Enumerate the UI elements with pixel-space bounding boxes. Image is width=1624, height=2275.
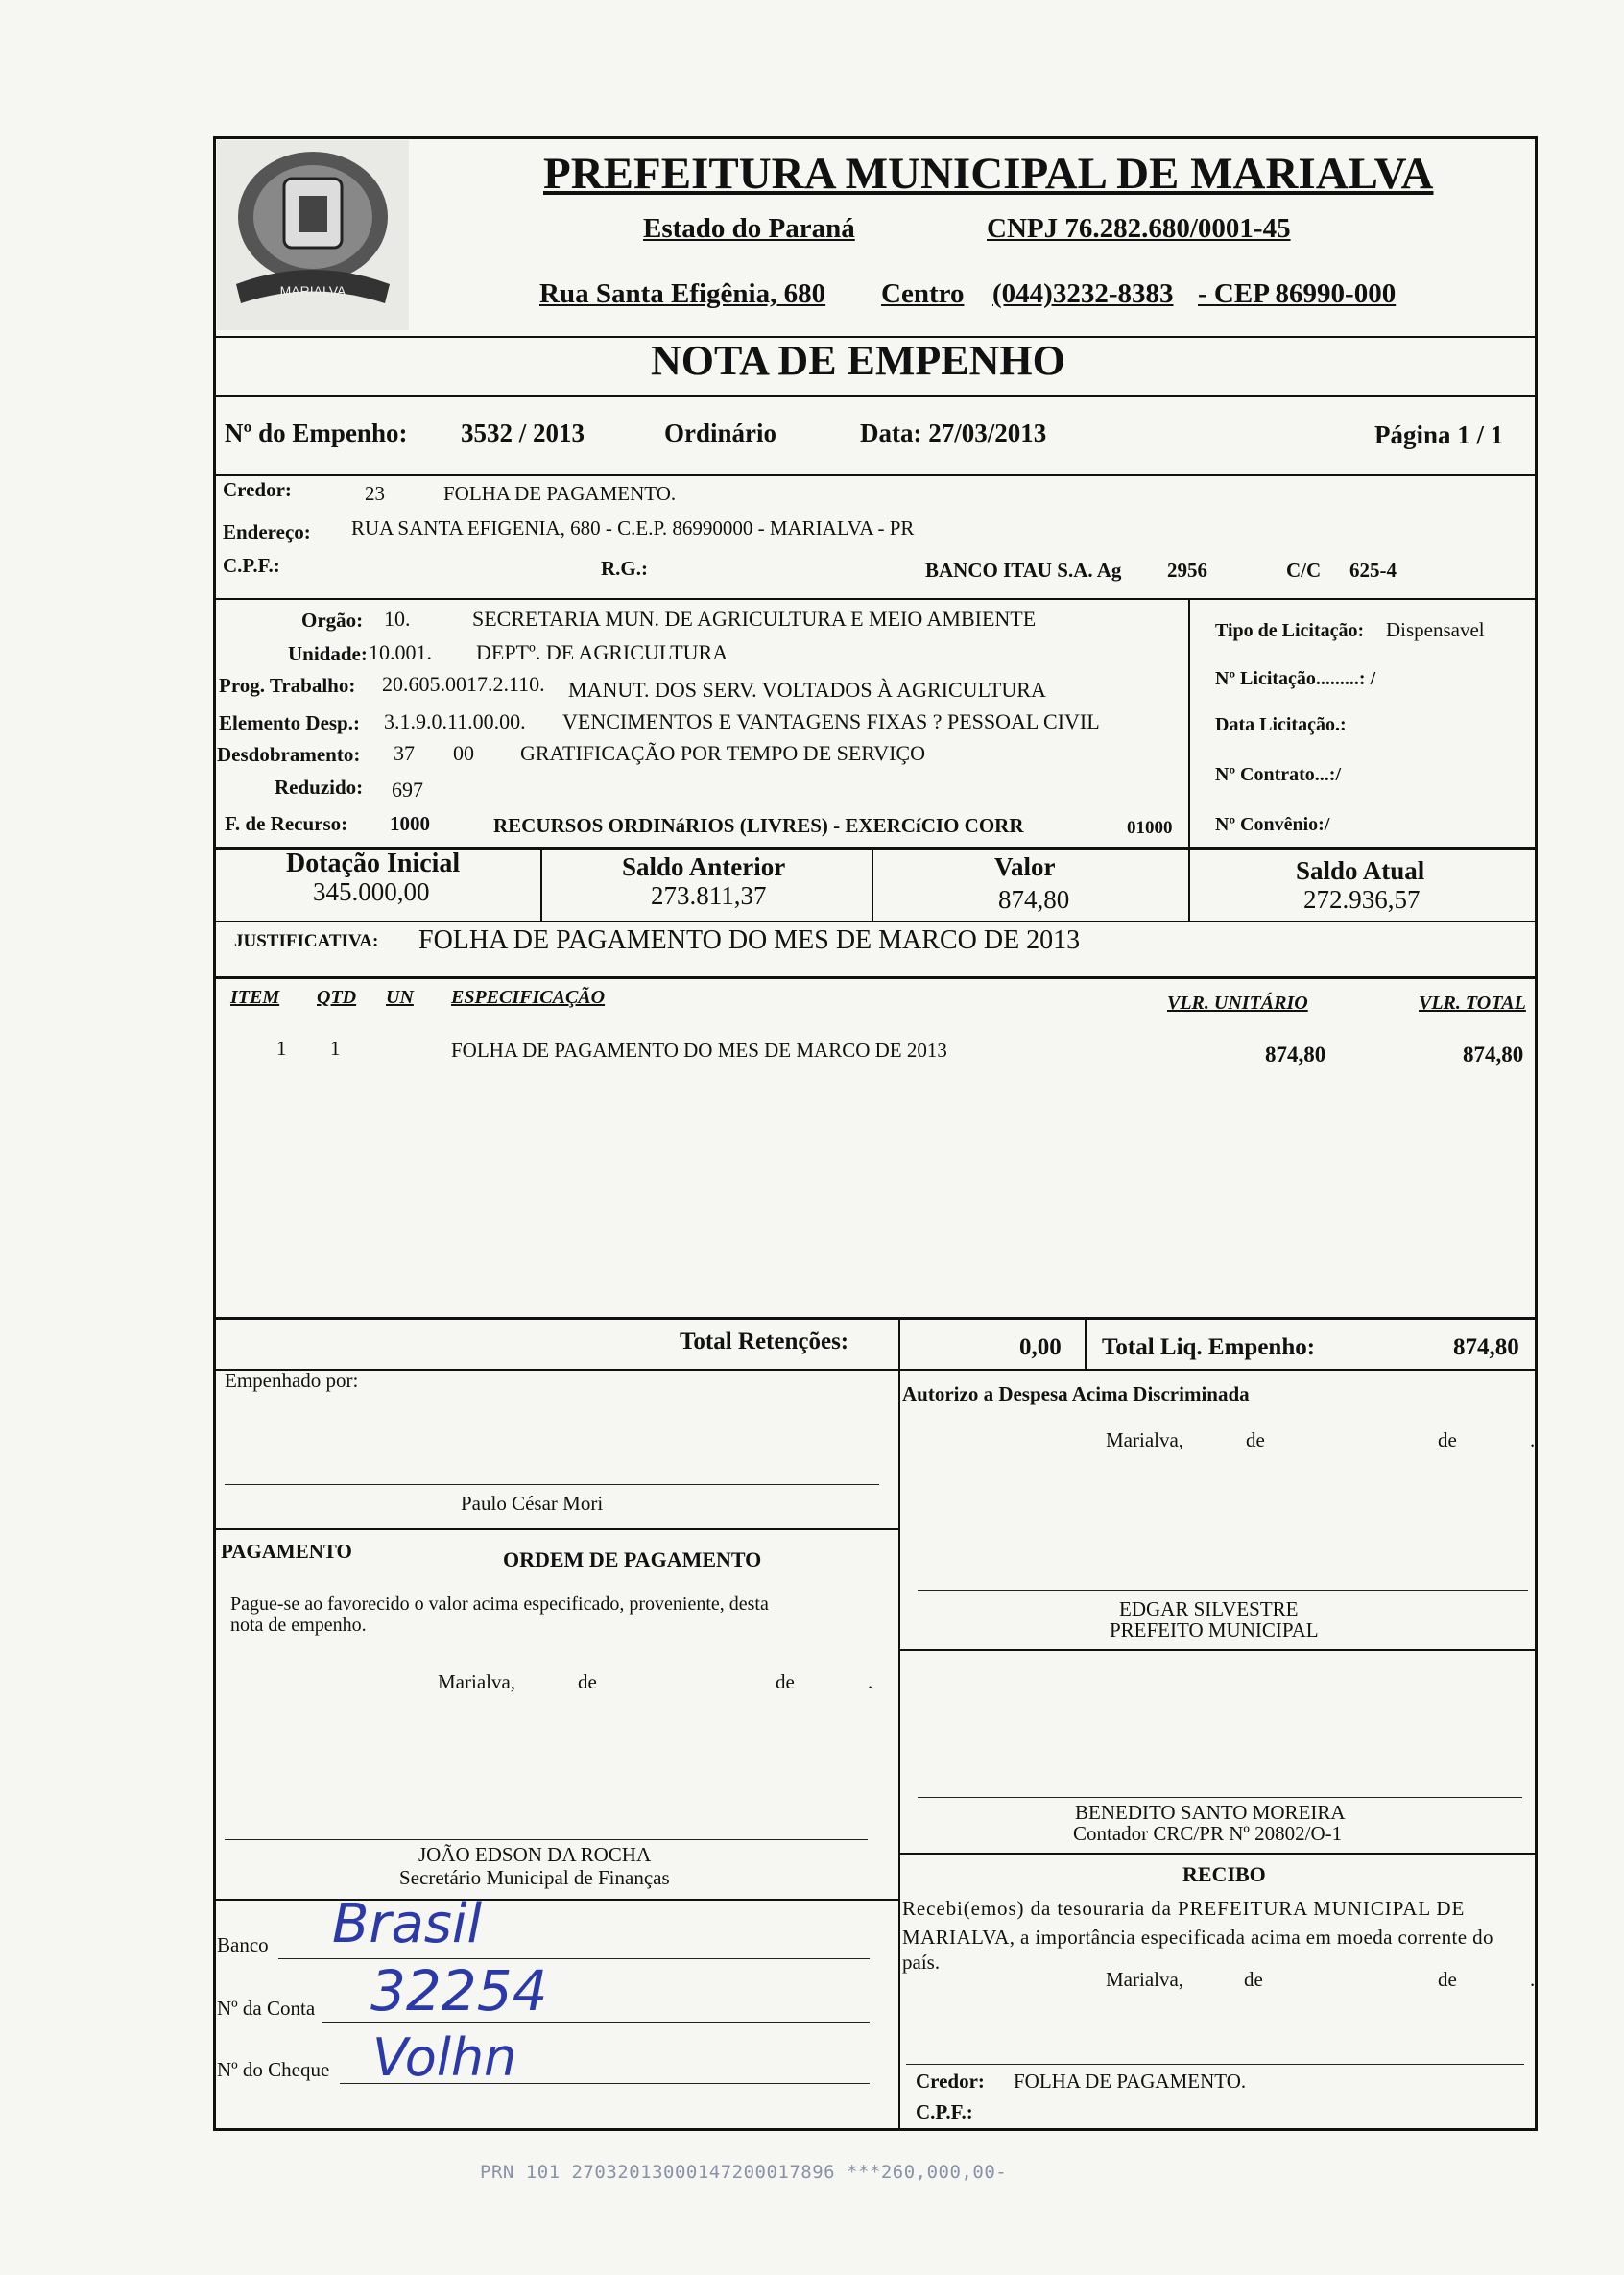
pagamento-de1: de [578, 1670, 597, 1693]
prefeito-name: EDGAR SILVESTRE [1119, 1597, 1299, 1620]
pagamento-dot: . [868, 1670, 873, 1693]
total-retencoes-value: 0,00 [1019, 1334, 1062, 1360]
cpf-label: C.P.F.: [223, 554, 280, 577]
item-row-especificacao: FOLHA DE PAGAMENTO DO MES DE MARCO DE 2013 [451, 1039, 947, 1062]
doc-title: NOTA DE EMPENHO [651, 337, 1065, 384]
recibo-credor-label: Credor: [916, 2070, 985, 2093]
pagamento-local: Marialva, [438, 1670, 516, 1693]
total-liquido-value: 874,80 [1453, 1334, 1519, 1360]
recibo-de2: de [1438, 1968, 1457, 1991]
desdobramento-sub: 00 [453, 741, 474, 765]
col-item: ITEM [230, 987, 280, 1008]
valor-label: Valor [994, 852, 1056, 881]
licitacao-data: Data Licitação.: [1215, 714, 1347, 735]
saldo-atual-label: Saldo Atual [1296, 856, 1425, 885]
bank-name: BANCO ITAU S.A. Ag [925, 559, 1122, 582]
pagamento-text-2: nota de empenho. [230, 1615, 367, 1636]
cheque-label: Nº do Cheque [217, 2058, 330, 2081]
prog-label: Prog. Trabalho: [219, 674, 356, 697]
header-phone: (044)3232-8383 [992, 278, 1174, 309]
orgao-code: 10. [384, 607, 411, 631]
autorizo-de2: de [1438, 1428, 1457, 1451]
orgao-name: SECRETARIA MUN. DE AGRICULTURA E MEIO AMBIENTE [472, 607, 1037, 631]
header-address: Rua Santa Efigênia, 680 [539, 278, 826, 309]
header-title: PREFEITURA MUNICIPAL DE MARIALVA [543, 149, 1434, 199]
dotacao-inicial-label: Dotação Inicial [286, 849, 461, 878]
header-centro: Centro [881, 278, 965, 309]
recibo-label: RECIBO [1182, 1862, 1266, 1886]
rg-label: R.G.: [601, 557, 648, 580]
ordem-pagamento-label: ORDEM DE PAGAMENTO [503, 1547, 762, 1571]
total-retencoes-label: Total Retenções: [680, 1329, 849, 1354]
banco-label: Banco [217, 1933, 269, 1956]
unidade-label: Unidade: [288, 642, 368, 665]
page-number: Página 1 / 1 [1374, 420, 1504, 449]
unidade-name: DEPTº. DE AGRICULTURA [476, 640, 728, 664]
item-row-unitario: 874,80 [1265, 1042, 1326, 1066]
empenho-date: Data: 27/03/2013 [860, 419, 1047, 447]
recibo-text-2: MARIALVA, a importância especificada acima em moeda corrente do [902, 1926, 1493, 1949]
prog-name: MANUT. DOS SERV. VOLTADOS À AGRICULTURA [568, 678, 1046, 702]
header-cnpj: CNPJ 76.282.680/0001-45 [987, 213, 1291, 244]
elemento-name: VENCIMENTOS E VANTAGENS FIXAS ? PESSOAL CIVIL [562, 709, 1100, 733]
unidade-code: 10.001. [369, 640, 432, 664]
desdobramento-label: Desdobramento: [217, 743, 361, 766]
valor-value: 874,80 [998, 885, 1070, 914]
empenho-label: Nº do Empenho: [225, 419, 408, 447]
item-row-item: 1 [276, 1037, 287, 1060]
empenho-type: Ordinário [664, 419, 777, 447]
autorizo-dot: . [1530, 1428, 1536, 1451]
elemento-label: Elemento Desp.: [219, 711, 360, 734]
header-estado: Estado do Paraná [643, 213, 855, 244]
recibo-local: Marialva, [1106, 1968, 1184, 1991]
endereco-label: Endereço: [223, 520, 311, 543]
cc-label: C/C [1286, 559, 1322, 582]
autorizo-de1: de [1246, 1428, 1265, 1451]
saldo-anterior-label: Saldo Anterior [622, 852, 786, 881]
bank-agency: 2956 [1167, 559, 1207, 582]
recibo-text-3: país. [902, 1951, 941, 1974]
desdobramento-code: 37 [394, 741, 415, 765]
empenhado-name: Paulo César Mori [461, 1492, 604, 1515]
recurso-label: F. de Recurso: [225, 812, 348, 835]
contrato-numero: Nº Contrato...:/ [1215, 764, 1342, 785]
col-un: UN [386, 987, 414, 1008]
credor-address: RUA SANTA EFIGENIA, 680 - C.E.P. 86990000 - MARIALVA - PR [351, 516, 915, 539]
justificativa-label: JUSTIFICATIVA: [234, 931, 379, 951]
saldo-atual-value: 272.936,57 [1303, 885, 1421, 914]
total-liquido-label: Total Liq. Empenho: [1102, 1334, 1316, 1360]
recibo-de1: de [1244, 1968, 1263, 1991]
recibo-dot: . [1530, 1968, 1536, 1991]
col-qtd: QTD [317, 987, 357, 1008]
pagamento-text-1: Pague-se ao favorecido o valor acima especificado, proveniente, desta [230, 1593, 769, 1615]
cc-number: 625-4 [1349, 559, 1397, 582]
reduzido-label: Reduzido: [275, 776, 364, 799]
recibo-credor-name: FOLHA DE PAGAMENTO. [1014, 2070, 1247, 2093]
cheque-handwriting: Volhn [372, 2027, 517, 2088]
svg-text:MARIALVA: MARIALVA [279, 283, 346, 299]
item-row-qtd: 1 [330, 1037, 341, 1060]
justificativa-text: FOLHA DE PAGAMENTO DO MES DE MARCO DE 2013 [418, 925, 1081, 955]
conta-handwriting: 32254 [370, 1958, 548, 2024]
licitacao-numero: Nº Licitação.........: / [1215, 668, 1376, 689]
col-vlr-unitario: VLR. UNITÁRIO [1167, 993, 1308, 1014]
recurso-name: RECURSOS ORDINáRIOS (LIVRES) - EXERCíCIO CORR [493, 814, 1024, 837]
recibo-text-1: Recebi(emos) da tesouraria da PREFEITURA MUNICIPAL DE [902, 1897, 1466, 1920]
conta-label: Nº da Conta [217, 1997, 316, 2020]
recibo-cpf-label: C.P.F.: [916, 2100, 973, 2123]
item-row-total: 874,80 [1463, 1042, 1524, 1066]
empenhado-label: Empenhado por: [225, 1369, 359, 1392]
prefeito-cargo: PREFEITO MUNICIPAL [1110, 1618, 1319, 1641]
col-especificacao: ESPECIFICAÇÃO [451, 987, 606, 1008]
reduzido-value: 697 [392, 778, 423, 802]
pagamento-de2: de [776, 1670, 795, 1693]
recurso-code: 1000 [390, 812, 430, 835]
recurso-code2: 01000 [1127, 818, 1173, 838]
desdobramento-name: GRATIFICAÇÃO POR TEMPO DE SERVIÇO [520, 741, 925, 765]
licitacao-tipo-value: Dispensavel [1386, 618, 1485, 641]
credor-name: FOLHA DE PAGAMENTO. [443, 482, 677, 505]
banco-handwriting: Brasil [332, 1893, 483, 1955]
municipal-crest-logo [217, 140, 409, 330]
dotacao-inicial-value: 345.000,00 [313, 877, 430, 906]
contador-name: BENEDITO SANTO MOREIRA [1075, 1801, 1346, 1824]
autorizo-local: Marialva, [1106, 1428, 1184, 1451]
licitacao-tipo-label: Tipo de Licitação: [1215, 620, 1365, 641]
header-cep: - CEP 86990-000 [1198, 278, 1397, 309]
contador-cargo: Contador CRC/PR Nº 20802/O-1 [1073, 1822, 1343, 1845]
convenio-numero: Nº Convênio:/ [1215, 814, 1330, 835]
autorizo-label: Autorizo a Despesa Acima Discriminada [902, 1382, 1250, 1405]
saldo-anterior-value: 273.811,37 [651, 881, 767, 910]
empenho-number: 3532 / 2013 [461, 419, 585, 447]
credor-code: 23 [365, 482, 385, 505]
pagamento-label: PAGAMENTO [221, 1540, 352, 1563]
col-vlr-total: VLR. TOTAL [1419, 993, 1526, 1014]
orgao-label: Orgão: [301, 609, 364, 632]
credor-label: Credor: [223, 478, 292, 501]
secretario-cargo: Secretário Municipal de Finanças [399, 1866, 670, 1889]
secretario-name: JOÃO EDSON DA ROCHA [418, 1843, 652, 1866]
bottom-stamp: PRN 101 27032013000147200017896 ***260,000,00- [480, 2162, 1008, 2183]
prog-code: 20.605.0017.2.110. [382, 672, 545, 696]
elemento-code: 3.1.9.0.11.00.00. [384, 709, 526, 733]
